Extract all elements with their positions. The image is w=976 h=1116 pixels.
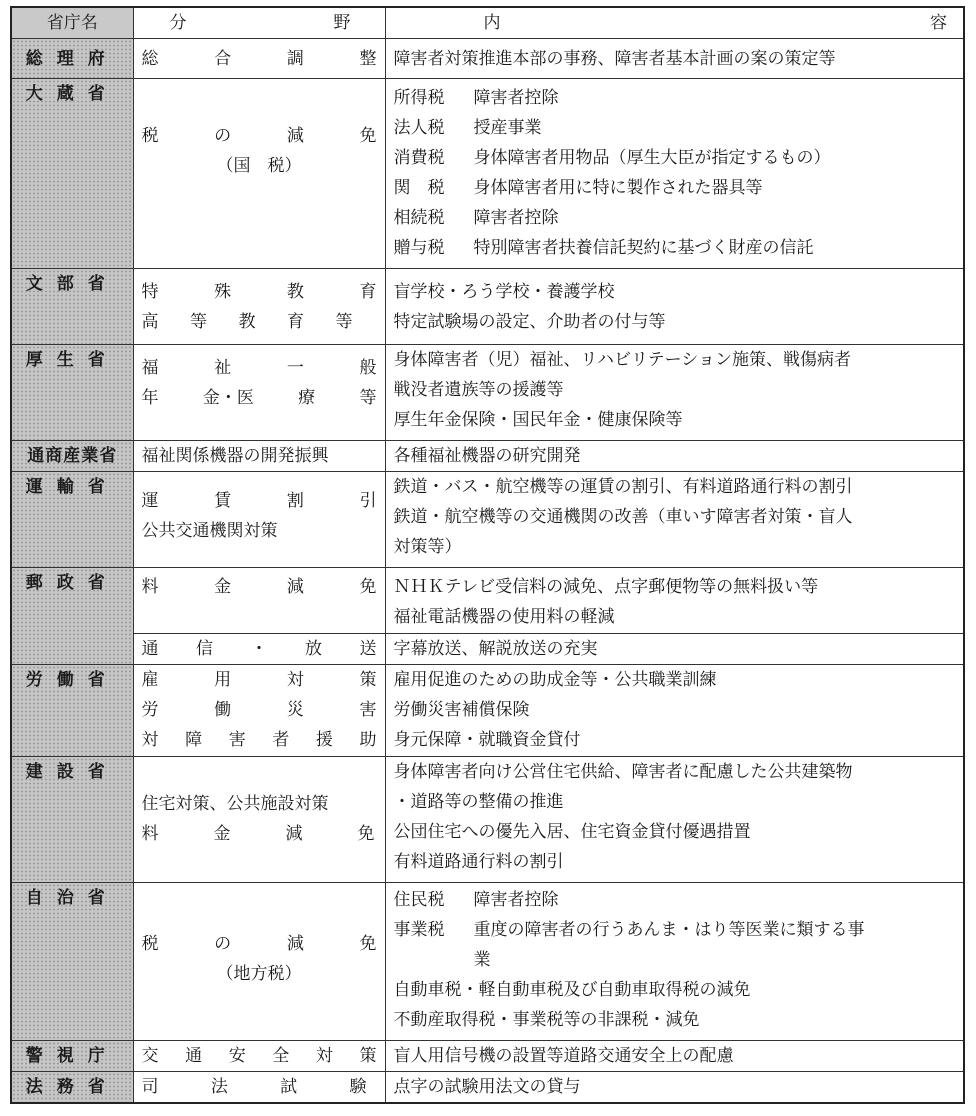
field-char: 金	[214, 577, 232, 597]
field-char: 減	[286, 577, 304, 597]
field-char: 調	[286, 48, 304, 69]
field-char: 般	[359, 358, 377, 378]
field-char: 減	[285, 824, 303, 844]
ministry-cell: 通商産業省	[11, 441, 133, 472]
header-field	[133, 7, 385, 39]
table-row	[11, 883, 964, 1041]
tax-text: 重度の障害者の行うあんま・はり等医業に類する事	[473, 920, 865, 940]
field-char: 害	[228, 730, 246, 750]
ministry-cell: 総理府	[11, 39, 133, 79]
field-char: 療	[298, 388, 316, 408]
field-char: の	[214, 126, 232, 146]
content-line: 自動車税・軽自動車税及び自動車取得税の減免	[393, 980, 751, 1000]
content-line: 対策等）	[393, 537, 462, 557]
tax-text: 障害者控除	[473, 208, 559, 228]
field-char: 免	[359, 934, 377, 954]
table-row	[11, 39, 964, 79]
field-cell	[133, 269, 385, 345]
tax-text: 障害者控除	[473, 890, 559, 910]
field-char: 雇	[141, 670, 159, 690]
ministry-cell: 大蔵省	[11, 79, 133, 269]
field-char: 育	[359, 282, 377, 302]
content-line	[394, 173, 956, 203]
content-cell	[385, 472, 964, 568]
content-line: 盲人用信号機の設置等道路交通安全上の配慮	[393, 1046, 734, 1066]
tax-label: 事業税	[393, 920, 445, 940]
content-cell	[385, 39, 964, 79]
field-char: 減	[286, 934, 304, 954]
header-field-part: 野	[333, 13, 351, 33]
tax-label: 住民税	[393, 890, 445, 910]
content-line: 雇用促進のための助成金等・公共職業訓練	[393, 670, 717, 690]
content-line	[394, 233, 956, 263]
content-line: 戦没者遺族等の援護等	[393, 380, 564, 400]
content-line	[394, 945, 956, 975]
field-char: 福	[141, 358, 159, 378]
field-cell	[133, 39, 385, 79]
field-char: 免	[359, 577, 377, 597]
content-line	[394, 83, 956, 113]
field-char: 災	[286, 700, 304, 720]
ministry-cell: 法務省	[11, 1072, 133, 1104]
field-char: 一	[286, 358, 304, 378]
ministry-cell: 運輸省	[11, 472, 133, 568]
field-char: 障	[185, 730, 203, 750]
ministry-cell: 厚生省	[11, 345, 133, 441]
content-cell	[385, 79, 964, 269]
content-cell	[385, 441, 964, 472]
field-char: 等	[335, 312, 353, 332]
content-cell	[385, 665, 964, 757]
field-char: の	[214, 934, 232, 954]
field-char: 験	[349, 1077, 367, 1097]
header-content-part: 内	[483, 13, 501, 33]
content-cell	[385, 269, 964, 345]
field-char: 用	[214, 670, 232, 690]
table-row	[11, 441, 964, 472]
field-char: 割	[286, 491, 304, 511]
field-cell	[133, 1072, 385, 1104]
field-char: 送	[359, 639, 377, 659]
content-line: 鉄道・バス・航空機等の運賃の割引、有料道路通行料の割引	[393, 477, 853, 497]
content-cell	[385, 634, 964, 665]
content-line: 特定試験場の設定、介助者の付与等	[393, 312, 666, 332]
field-char: 等	[190, 312, 207, 332]
content-line: ＮＨＫテレビ受信料の減免、点字郵便物等の無料扱い等	[393, 577, 819, 597]
field-char: 対	[315, 1046, 333, 1066]
table-row	[11, 1072, 964, 1104]
field-char: 交	[141, 1046, 159, 1066]
field-char: 策	[359, 1046, 377, 1066]
content-line	[394, 143, 956, 173]
field-char: 合	[214, 48, 232, 69]
content-line: 公団住宅への優先入居、住宅資金貸付優遇措置	[393, 822, 751, 842]
content-cell	[385, 568, 964, 634]
field-cell	[133, 79, 385, 269]
field-char: 料	[141, 577, 159, 597]
content-line	[394, 885, 956, 915]
tax-text: 障害者控除	[473, 88, 559, 108]
content-cell	[385, 1072, 964, 1104]
field-char: 運	[141, 491, 159, 511]
content-line: 労働災害補償保険	[393, 700, 530, 720]
tax-label: 所得税	[393, 88, 445, 108]
field-cell	[133, 757, 385, 883]
field-char: 助	[359, 730, 377, 750]
content-line	[394, 915, 956, 945]
content-cell	[385, 1041, 964, 1072]
content-line	[394, 203, 956, 233]
content-line: 身体障害者（児）福祉、リハビリテーション施策、戦傷病者	[393, 350, 851, 370]
field-char: 免	[357, 824, 375, 844]
field-char: 金	[213, 824, 231, 844]
field-char: 料	[141, 824, 159, 844]
ministry-cell: 自治省	[11, 883, 133, 1041]
field-char: 安	[228, 1046, 246, 1066]
field-char: 対	[286, 670, 304, 690]
field-char: 害	[359, 700, 377, 720]
content-line: 厚生年金保険・国民年金・健康保険等	[393, 410, 683, 430]
field-cell	[133, 634, 385, 665]
content-line: 身元保障・就職資金貸付	[393, 730, 581, 750]
content-line: 身体障害者向け公営住宅供給、障害者に配慮した公共建築物	[393, 762, 853, 782]
content-line	[394, 113, 956, 143]
field-char: 特	[141, 282, 159, 302]
content-cell	[385, 757, 964, 883]
field-cell	[133, 1041, 385, 1072]
field-char: 教	[286, 282, 304, 302]
field-char: 法	[210, 1077, 228, 1097]
header-content-part: 容	[930, 13, 947, 33]
content-line: 鉄道・航空機等の交通機関の改善（車いす障害者対策・盲人	[393, 507, 853, 527]
field-char: 司	[141, 1077, 159, 1097]
field-char: 税	[141, 934, 159, 954]
ministry-cell: 郵政省	[11, 568, 133, 665]
field-char: 育	[287, 312, 304, 332]
ministry-cell: 建設省	[11, 757, 133, 883]
field-char: 労	[141, 700, 159, 720]
field-subtext: （国 税）	[216, 156, 302, 176]
field-text: 福祉関係機器の開発振興	[141, 446, 329, 466]
tax-text: 身体障害者用に特に製作された器具等	[473, 178, 763, 198]
header-ministry: 省庁名	[11, 7, 133, 39]
field-char: 税	[141, 126, 159, 146]
policy-table	[10, 6, 965, 1104]
tax-label: 法人税	[393, 118, 445, 138]
field-char: 策	[359, 670, 377, 690]
field-char: 減	[286, 126, 304, 146]
field-char: 通	[185, 1046, 203, 1066]
content-line: 障害者対策推進本部の事務、障害者基本計画の案の策定等	[393, 48, 836, 69]
table-row	[11, 269, 964, 345]
content-line: 盲学校・ろう学校・養護学校	[393, 282, 615, 302]
table-row	[11, 1041, 964, 1072]
field-cell	[133, 441, 385, 472]
field-char: 対	[141, 730, 159, 750]
field-char: ・	[250, 639, 268, 659]
header-field-part: 分	[169, 13, 187, 33]
field-char: 免	[359, 126, 377, 146]
tax-text: 身体障害者用物品（厚生大臣が指定するもの）	[473, 148, 831, 168]
field-char: 殊	[214, 282, 232, 302]
field-char: 総	[141, 48, 159, 69]
content-cell	[385, 345, 964, 441]
field-char: 全	[272, 1046, 290, 1066]
header-content	[385, 7, 964, 39]
field-char: 金・医	[202, 388, 254, 408]
table-row	[11, 568, 964, 634]
field-subtext: （地方税）	[216, 964, 302, 984]
field-text: 公共交通機関対策	[141, 521, 278, 541]
content-line: 福祉電話機器の使用料の軽減	[393, 607, 615, 627]
content-cell	[385, 883, 964, 1041]
field-char: 信	[196, 639, 213, 659]
tax-text: 授産事業	[473, 118, 542, 138]
content-line: 点字の試験用法文の貸与	[393, 1077, 581, 1097]
field-char: 賃	[214, 491, 232, 511]
field-char: 等	[359, 388, 377, 408]
field-char: 高	[141, 312, 159, 332]
table-row	[11, 472, 964, 568]
field-cell	[133, 665, 385, 757]
table-row	[11, 79, 964, 269]
tax-label: 消費税	[393, 148, 445, 168]
field-char: 引	[359, 491, 377, 511]
field-char: 年	[141, 388, 159, 408]
field-cell	[133, 472, 385, 568]
field-char: 教	[238, 312, 256, 332]
field-char: 祉	[214, 358, 232, 378]
field-char: 試	[280, 1077, 298, 1097]
field-char: 整	[359, 48, 377, 69]
tax-label: 贈与税	[393, 238, 445, 258]
ministry-cell: 文部省	[11, 269, 133, 345]
tax-text: 特別障害者扶養信託契約に基づく財産の信託	[473, 238, 814, 258]
ministry-cell: 労働省	[11, 665, 133, 757]
content-line: 字幕放送、解説放送の充実	[393, 639, 598, 659]
table-row	[11, 665, 964, 757]
ministry-cell: 警視庁	[11, 1041, 133, 1072]
tax-label: 相続税	[393, 208, 445, 228]
table-row	[11, 757, 964, 883]
field-char: 援	[315, 730, 333, 750]
table-header-row	[11, 7, 964, 39]
tax-text: 業	[473, 950, 491, 970]
content-line: 各種福祉機器の研究開発	[393, 446, 581, 466]
field-char: 通	[141, 639, 159, 659]
table-row	[11, 634, 964, 665]
field-cell	[133, 345, 385, 441]
table-row	[11, 345, 964, 441]
field-char: 放	[305, 639, 322, 659]
field-text: 住宅対策、公共施設対策	[141, 794, 329, 814]
field-char: 働	[214, 700, 232, 720]
field-cell	[133, 568, 385, 634]
content-line: 有料道路通行料の割引	[393, 852, 564, 872]
field-char: 者	[272, 730, 290, 750]
field-cell	[133, 883, 385, 1041]
tax-label: 関 税	[393, 178, 445, 198]
content-line: ・道路等の整備の推進	[393, 792, 564, 812]
content-line: 不動産取得税・事業税等の非課税・減免	[393, 1010, 700, 1030]
